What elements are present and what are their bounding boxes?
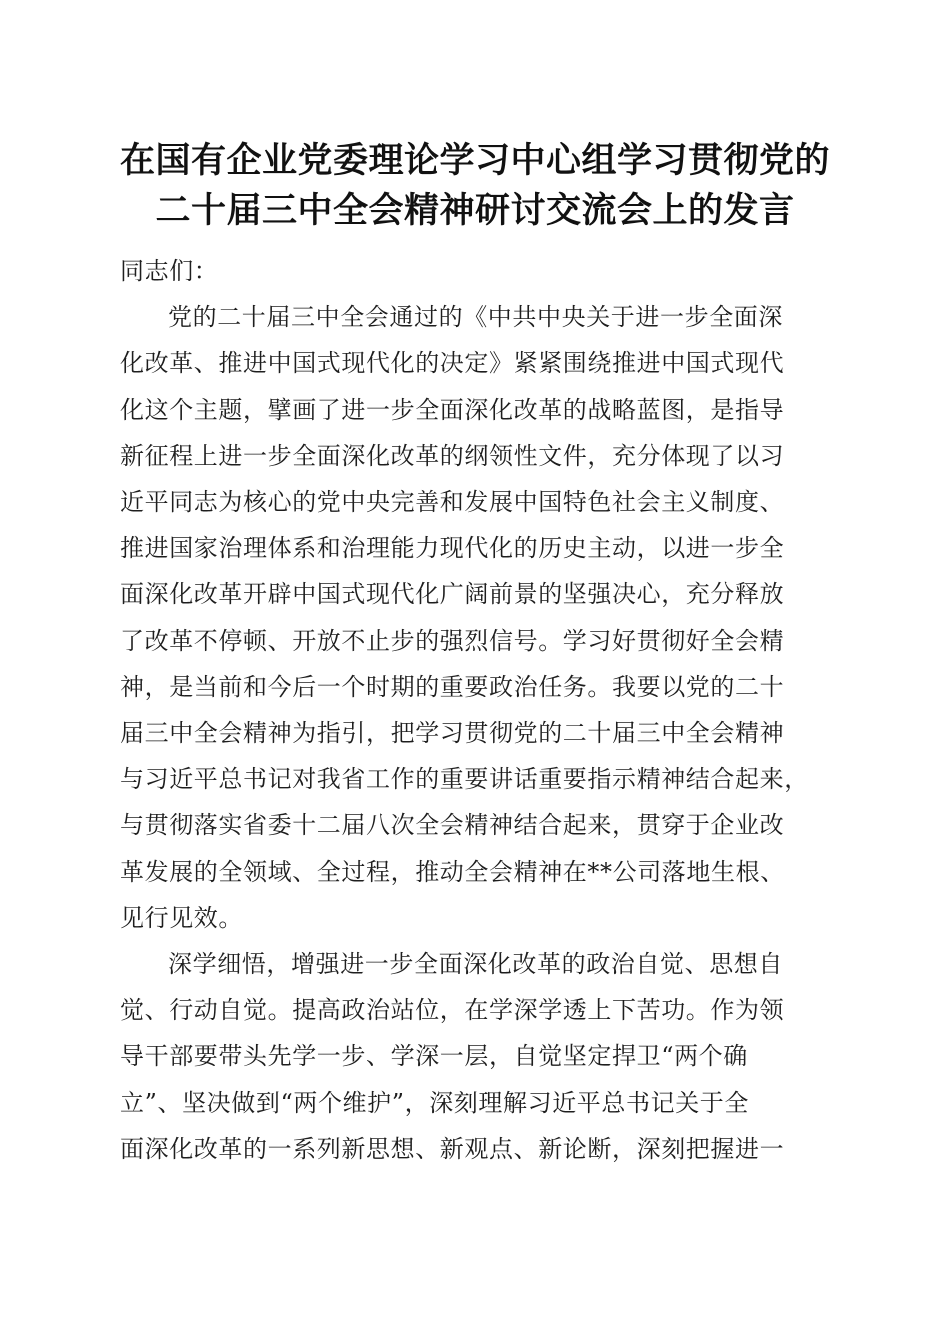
text-line: 新征程上进一步全面深化改革的纲领性文件，充分体现了以习 xyxy=(120,441,785,470)
text-line: 觉、行动自觉。提高政治站位，在学深学透上下苦功。作为领 xyxy=(120,996,785,1025)
text-line: 与习近平总书记对我省工作的重要讲话重要指示精神结合起来， xyxy=(120,765,809,794)
text-line: 推进国家治理体系和治理能力现代化的历史主动，以进一步全 xyxy=(120,534,785,563)
document-body xyxy=(120,248,835,1172)
text-line: 面深化改革开辟中国式现代化广阔前景的坚强决心，充分释放 xyxy=(120,580,785,609)
title-line-2: 二十届三中全会精神研讨交流会上的发言 xyxy=(155,191,795,231)
document-title xyxy=(100,136,850,236)
paragraph-2 xyxy=(120,941,835,1172)
text-line: 近平同志为核心的党中央完善和发展中国特色社会主义制度、 xyxy=(120,488,785,517)
text-line: 导干部要带头先学一步、学深一层，自觉坚定捍卫“两个确 xyxy=(120,1042,748,1071)
text-line: 党的二十届三中全会通过的《中共中央关于进一步全面深 xyxy=(168,303,783,332)
salutation: 同志们： xyxy=(120,257,219,285)
text-line: 了改革不停顿、开放不止步的强烈信号。学习好贯彻好全会精 xyxy=(120,626,785,655)
text-line: 见行见效。 xyxy=(120,903,243,932)
text-line: 深学细悟，增强进一步全面深化改革的政治自觉、思想自 xyxy=(168,950,783,979)
title-line-1: 在国有企业党委理论学习中心组学习贯彻党的 xyxy=(119,141,830,181)
paragraph-1 xyxy=(120,294,835,941)
text-line: 神，是当前和今后一个时期的重要政治任务。我要以党的二十 xyxy=(120,672,785,701)
text-line: 与贯彻落实省委十二届八次全会精神结合起来，贯穿于企业改 xyxy=(120,811,785,840)
text-line: 化这个主题，擘画了进一步全面深化改革的战略蓝图，是指导 xyxy=(120,395,785,424)
text-line: 革发展的全领域、全过程，推动全会精神在**公司落地生根、 xyxy=(120,857,785,886)
text-line: 面深化改革的一系列新思想、新观点、新论断，深刻把握进一 xyxy=(120,1134,785,1163)
text-line: 届三中全会精神为指引，把学习贯彻党的二十届三中全会精神 xyxy=(120,719,785,748)
text-line: 立”、坚决做到“两个维护”，深刻理解习近平总书记关于全 xyxy=(120,1088,750,1117)
text-line: 化改革、推进中国式现代化的决定》紧紧围绕推进中国式现代 xyxy=(120,349,785,378)
